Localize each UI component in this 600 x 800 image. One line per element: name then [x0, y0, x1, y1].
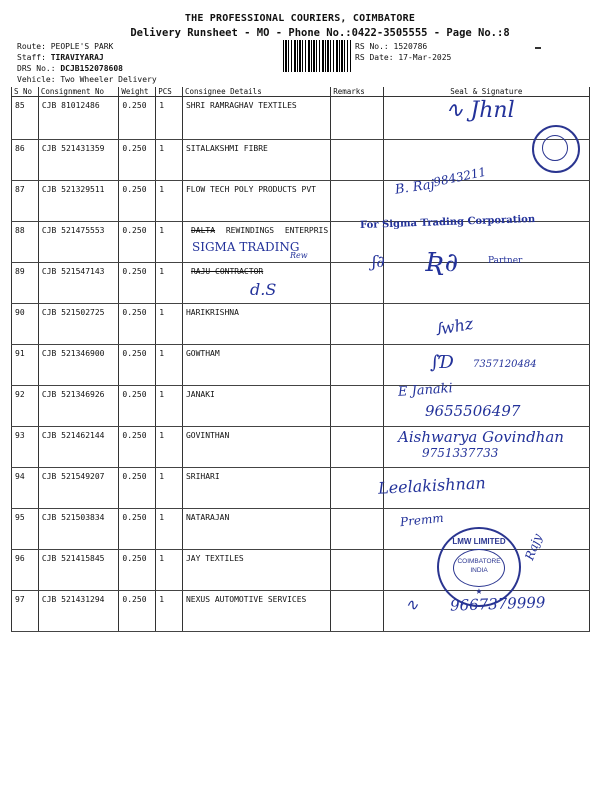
cell-sno: 96 [12, 550, 39, 591]
cell-consignee: HARIKRISHNA [182, 304, 330, 345]
handwriting-89: d.S [250, 280, 277, 299]
header-weight: Weight [119, 87, 156, 97]
cell-consignee: DALTA REWINDINGS ENTERPRIS [182, 222, 330, 263]
cell-consignee: SITALAKSHMI FIBRE [182, 140, 330, 181]
signature-91-mark: ∫Ɗ [430, 352, 454, 373]
lmw-stamp-bot: INDIA [470, 567, 488, 574]
cell-consignee: NATARAJAN [182, 509, 330, 550]
cell-consignee: SHRI RAMRAGHAV TEXTILES [182, 97, 330, 140]
cell-consignee: GOWTHAM [182, 345, 330, 386]
cell-sno: 93 [12, 427, 39, 468]
lmw-stamp-top: LMW LIMITED [452, 537, 506, 546]
cell-sno: 87 [12, 181, 39, 222]
signature-88: Ʀ∂ [425, 248, 459, 278]
cell-consignment: CJB 521549207 [38, 468, 119, 509]
cell-remarks [331, 591, 383, 632]
cell-pcs: 1 [156, 222, 183, 263]
cell-consignment: CJB 521415845 [38, 550, 119, 591]
cell-sno: 88 [12, 222, 39, 263]
cell-pcs: 1 [156, 181, 183, 222]
drs-number: DCJB152078608 [60, 64, 123, 73]
signature-93-phone: 9751337733 [422, 446, 499, 460]
cell-consignment: CJB 521346900 [38, 345, 119, 386]
cell-pcs: 1 [156, 427, 183, 468]
cell-consignment: CJB 81012486 [38, 97, 119, 140]
cell-consignment: CJB 521462144 [38, 427, 119, 468]
cell-weight: 0.250 [119, 304, 156, 345]
cell-weight: 0.250 [119, 386, 156, 427]
cell-pcs: 1 [156, 386, 183, 427]
cell-consignment: CJB 521502725 [38, 304, 119, 345]
partner-label: Partner [488, 256, 523, 266]
cell-consignee: RAJU CONTRACTOR [182, 263, 330, 304]
header-remarks: Remarks [331, 87, 383, 97]
cell-consignee: FLOW TECH POLY PRODUCTS PVT [182, 181, 330, 222]
cell-remarks [331, 509, 383, 550]
signature-91: 7357120484 [473, 359, 537, 370]
cell-sno: 97 [12, 591, 39, 632]
header-sno: S No [12, 87, 39, 97]
cell-consignment: CJB 521547143 [38, 263, 119, 304]
cell-remarks [331, 181, 383, 222]
vehicle-line: Vehicle: Two Wheeler Delivery [17, 75, 157, 84]
cell-seal [383, 304, 589, 345]
cell-consignee: NEXUS AUTOMOTIVE SERVICES [182, 591, 330, 632]
cell-consignment: CJB 521346926 [38, 386, 119, 427]
round-stamp-86 [532, 125, 580, 173]
cell-pcs: 1 [156, 140, 183, 181]
table-row [12, 263, 590, 304]
cell-weight: 0.250 [119, 345, 156, 386]
punch-mark [535, 47, 541, 49]
lmw-stamp-star: ★ [475, 587, 483, 596]
cell-sno: 95 [12, 509, 39, 550]
cell-sno: 94 [12, 468, 39, 509]
cell-remarks [331, 427, 383, 468]
lmw-stamp-mid: COIMBATORE [457, 558, 501, 565]
cell-consignment: CJB 521329511 [38, 181, 119, 222]
cell-remarks [331, 97, 383, 140]
scribble-89: ʃ∂ [372, 252, 385, 271]
drs-label: DRS No.: [17, 64, 61, 73]
cell-consignment: CJB 521503834 [38, 509, 119, 550]
cell-pcs: 1 [156, 509, 183, 550]
signature-92-name: E Janaki [397, 381, 454, 400]
cell-remarks [331, 345, 383, 386]
cell-weight: 0.250 [119, 222, 156, 263]
cell-remarks [331, 468, 383, 509]
staff-line [17, 53, 104, 62]
cell-weight: 0.250 [119, 591, 156, 632]
company-stamp-88: For Sigma Trading Corporation [359, 213, 536, 232]
barcode-image [283, 40, 351, 72]
cell-weight: 0.250 [119, 181, 156, 222]
table-header-row [12, 87, 590, 97]
signature-95: Premm [399, 510, 445, 530]
route-line: Route: PEOPLE'S PARK [17, 42, 114, 51]
cell-seal [383, 263, 589, 304]
staff-name: TIRAVIYARAJ [50, 53, 104, 62]
signature-96: Rajy [522, 531, 545, 563]
table-row [12, 468, 590, 509]
cell-consignee: SRIHARI [182, 468, 330, 509]
cell-remarks [331, 550, 383, 591]
header-consignee: Consignee Details [182, 87, 330, 97]
cell-sno: 85 [12, 97, 39, 140]
staff-label: Staff: [17, 53, 51, 62]
cell-remarks [331, 386, 383, 427]
cell-sno: 91 [12, 345, 39, 386]
handwriting-phone-87: 9843211 [432, 164, 488, 190]
cell-weight: 0.250 [119, 550, 156, 591]
cell-consignee: GOVINTHAN [182, 427, 330, 468]
cell-sno: 89 [12, 263, 39, 304]
cell-weight: 0.250 [119, 97, 156, 140]
runsheet-subtitle: Delivery Runsheet - MO - Phone No.:0422-3505555 - Page No.:8 [130, 27, 510, 39]
cell-consignment: CJB 521475553 [38, 222, 119, 263]
cell-weight: 0.250 [119, 427, 156, 468]
cell-pcs: 1 [156, 468, 183, 509]
cell-consignee: JANAKI [182, 386, 330, 427]
table-row [12, 140, 590, 181]
company-title: THE PROFESSIONAL COURIERS, COIMBATORE [184, 13, 416, 24]
cell-sno: 90 [12, 304, 39, 345]
header-pcs: PCS [156, 87, 183, 97]
cell-sno: 92 [12, 386, 39, 427]
cell-remarks [331, 304, 383, 345]
signature-97: 9667379999 [449, 593, 546, 615]
cell-consignment: CJB 521431359 [38, 140, 119, 181]
cell-sno: 86 [12, 140, 39, 181]
drs-line [17, 64, 123, 73]
signature-94: Leelakishnan [377, 473, 487, 498]
cell-consignee: JAY TEXTILES [182, 550, 330, 591]
cell-pcs: 1 [156, 591, 183, 632]
table-row [12, 304, 590, 345]
handwriting-88-sub: Rew [290, 251, 308, 260]
cell-weight: 0.250 [119, 468, 156, 509]
cell-pcs: 1 [156, 550, 183, 591]
header-consignment: Consignment No [38, 87, 119, 97]
handwriting-name-87: B. Raj [394, 177, 436, 198]
signature-90: ꭍwhz [433, 313, 475, 340]
cell-pcs: 1 [156, 345, 183, 386]
cell-pcs: 1 [156, 263, 183, 304]
rs-number: RS No.: 1520786 [355, 42, 428, 51]
signature-92-phone: 9655506497 [425, 402, 521, 420]
struck-word: DALTA [190, 226, 216, 235]
handwriting-88: SIGMA TRADING [192, 240, 300, 254]
cell-pcs: 1 [156, 304, 183, 345]
signature-85: ∿ Jhnl [445, 98, 515, 123]
rs-date: RS Date: 17-Mar-2025 [355, 53, 452, 62]
cell-weight: 0.250 [119, 509, 156, 550]
cell-remarks [331, 140, 383, 181]
cell-weight: 0.250 [119, 140, 156, 181]
signature-93-name: Aishwarya Govindhan [398, 428, 564, 446]
signature-97-mark: ∿ [405, 595, 419, 614]
cell-weight: 0.250 [119, 263, 156, 304]
header-seal: Seal & Signature [383, 87, 589, 97]
cell-consignment: CJB 521431294 [38, 591, 119, 632]
cell-pcs: 1 [156, 97, 183, 140]
